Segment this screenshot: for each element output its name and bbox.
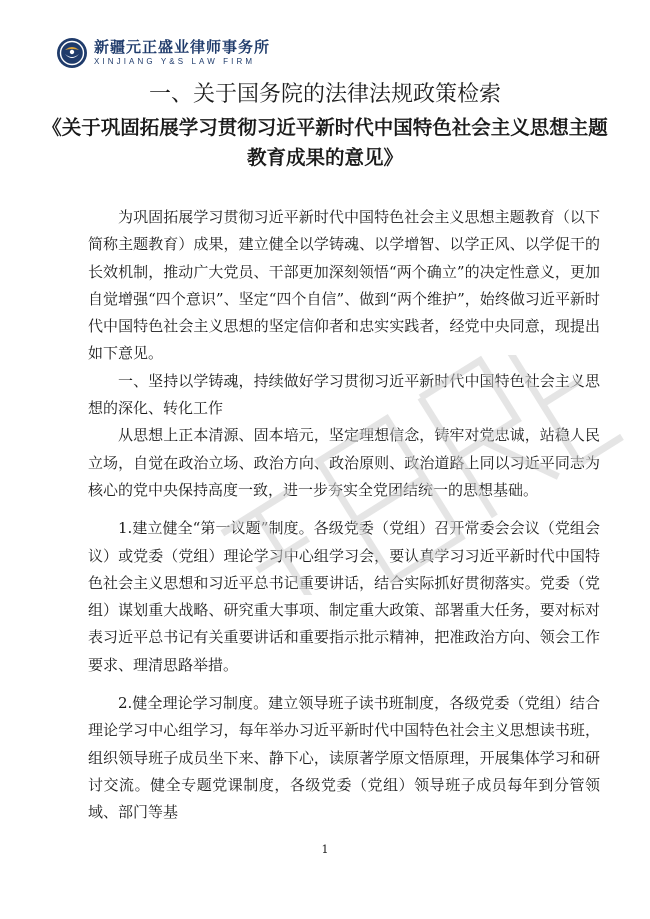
section-title: 一、关于国务院的法律法规政策检索 xyxy=(148,82,501,107)
firm-name xyxy=(94,39,270,67)
letterhead xyxy=(56,36,270,70)
paragraph-intro: 为巩固拓展学习贯彻习近平新时代中国特色社会主义思想主题教育（以下简称主题教育）成果，建立健全以学铸魂、以学增智、以学正风、以学促干的长效机制，推动广大党员、干部更加深刻领悟“两个确立”的决定性意义，更加自觉增强“四个意识”、坚定“四个自信”、做到“两个维护”，始终做习近平新时代中国特色社会主义思想的坚定信仰者和忠实实践者，经党中央同意，现提出如下意见。 xyxy=(88,208,600,363)
firm-name-cn: 新疆元正盛业律师事务所 xyxy=(94,38,271,56)
document-body xyxy=(88,204,600,827)
document-title: 《关于巩固拓展学习贯彻习近平新时代中国特色社会主义思想主题教育成果的意见》 xyxy=(42,116,608,169)
firm-name-en: XINJIANG Y&S LAW FIRM xyxy=(94,57,256,66)
paragraph-principle: 从思想上正本清源、固本培元，坚定理想信念，铸牢对党忠诚，站稳人民立场，自觉在政治立场、政治方向、政治原则、政治道路上同以习近平同志为核心的党中央保持高度一致，进一步夯实全党团结统一的思想基础。 xyxy=(88,426,600,499)
paragraph-item-2: 2.健全理论学习制度。建立领导班子读书班制度，各级党委（党组）结合理论学习中心组学习，每年举办习近平新时代中国特色社会主义思想读书班，组织领导班子成员坐下来、静下心，读原著学原文悟原理，开展集体学习和研讨交流。健全专题党课制度，各级党委（党组）领导班子成员每年到分管领域、部门等基 xyxy=(88,694,600,822)
firm-logo-icon xyxy=(56,37,88,69)
page-number: 1 xyxy=(321,843,329,856)
paragraph-heading-1: 一、坚持以学铸魂，持续做好学习贯彻习近平新时代中国特色社会主义思想的深化、转化工作 xyxy=(88,371,600,418)
paragraph-item-1: 1.建立健全“第一议题”制度。各级党委（党组）召开常委会会议（党组会议）或党委（党组）理论学习中心组学习会，要认真学习习近平新时代中国特色社会主义思想和习近平总书记重要讲话，结合实际抓好贯彻落实。党委（党组）谋划重大战略、研究重大事项、制定重大政策、部署重大任务，要对标对表习近平总书记有关重要讲话和重要指示批示精神，把准政治方向、领会工作要求、理清思路举措。 xyxy=(88,519,600,674)
